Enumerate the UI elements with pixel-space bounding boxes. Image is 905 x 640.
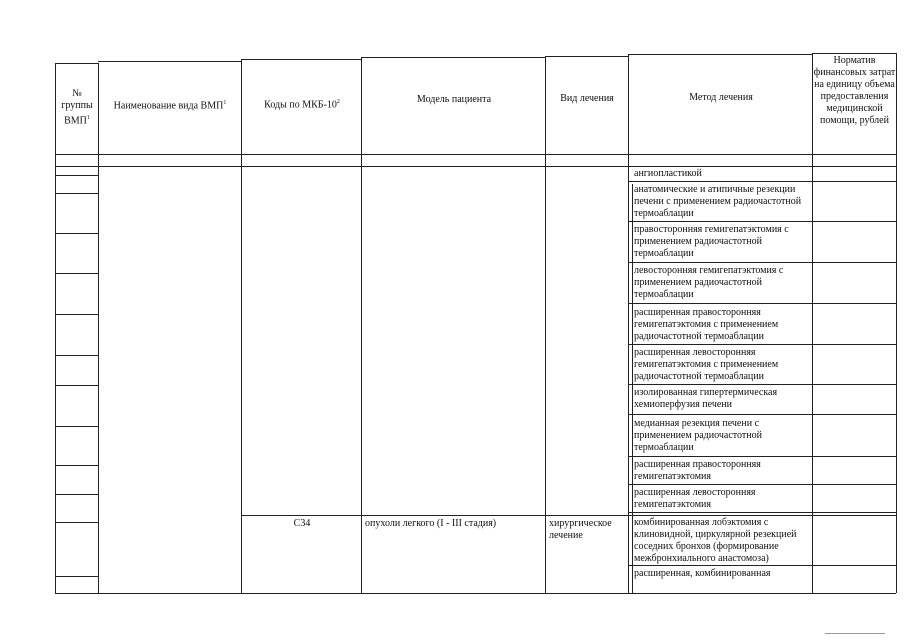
table-border-top: [545, 56, 628, 57]
row-separator: [55, 193, 98, 194]
row-separator: [628, 512, 896, 513]
header-vmp-name: Наименование вида ВМП$^1$: [113, 100, 227, 112]
header-group-number: № группы ВМП$^1$: [61, 88, 93, 127]
method-text: изолированная гипертермическая хемиоперфузия печени: [634, 387, 778, 410]
row-separator: [55, 522, 98, 523]
table-border-top: [812, 53, 896, 54]
method-text: комбинированная лобэктомия с клиновидной, циркулярной резекцией соседних бронхов (формирование межбронхиального анастомоза): [634, 517, 797, 564]
row-separator: [628, 262, 896, 263]
row-separator: [55, 385, 98, 386]
row-separator-c34: [241, 515, 896, 516]
row-separator: [55, 355, 98, 356]
header-bottom-line: [55, 154, 896, 155]
row-separator: [55, 465, 98, 466]
icd-code-c34: C34: [293, 518, 311, 529]
column-divider-1: [98, 63, 99, 593]
row-separator: [55, 494, 98, 495]
patient-model-c34: опухоли легкого (I - III стадия): [365, 518, 497, 529]
row-separator: [55, 175, 98, 176]
method-text: ангиопластикой: [634, 168, 702, 179]
header-patient-model: Модель пациента: [416, 94, 492, 105]
row-separator: [628, 414, 896, 415]
row-separator: [628, 181, 896, 182]
method-text: расширенная левосторонняя гемигепатэктомия с применением радиочастотной термоаблации: [634, 347, 779, 382]
row-separator: [628, 221, 896, 222]
table-border-top: [98, 61, 241, 62]
column-divider-3: [361, 58, 362, 593]
table-border-top: [628, 54, 812, 55]
column-divider-4: [545, 57, 546, 593]
row-separator: [628, 565, 896, 566]
header-treatment-type: Вид лечения: [560, 93, 614, 104]
table-border-right: [896, 53, 897, 593]
treatment-type-c34: хирургическое лечение: [549, 518, 612, 541]
row-separator: [55, 314, 98, 315]
row-separator: [628, 456, 896, 457]
column-divider-2: [241, 60, 242, 593]
row-separator: [628, 384, 896, 385]
table-border-bottom: [55, 593, 896, 594]
method-text: расширенная правосторонняя гемигепатэктомия с применением радиочастотной термоаблации: [634, 307, 779, 342]
method-text: расширенная левосторонняя гемигепатэктомия: [634, 487, 756, 510]
header-icd-codes: Коды по МКБ-$10^2$: [264, 99, 340, 111]
table-border-top: [55, 63, 98, 64]
method-text: расширенная, комбинированная: [634, 568, 771, 579]
table-border-top: [241, 59, 361, 60]
scan-artifact: [825, 633, 885, 634]
row-separator: [55, 273, 98, 274]
header-treatment-method: Метод лечения: [689, 92, 753, 103]
method-text: расширенная правосторонняя гемигепатэктомия: [634, 459, 761, 482]
empty-row-line: [55, 166, 896, 167]
row-separator: [628, 303, 896, 304]
row-separator: [55, 576, 98, 577]
table-border-top: [361, 57, 545, 58]
row-separator: [55, 426, 98, 427]
row-separator: [55, 233, 98, 234]
method-text: медианная резекция печени с применением радиочастотной термоаблации: [634, 418, 762, 453]
method-inner-line: [632, 184, 633, 593]
row-separator: [628, 344, 896, 345]
header-financial-norm: Норматив финансовых затрат на единицу объема предоставления медицинской помощи, рублей: [813, 55, 896, 126]
method-text: анатомические и атипичные резекции печени с применением радиочастотной термоаблации: [634, 184, 802, 219]
row-separator: [628, 484, 896, 485]
method-text: левосторонняя гемигепатэктомия с применением радиочастотной термоаблации: [634, 265, 784, 300]
method-text: правосторонняя гемигепатэктомия с применением радиочастотной термоаблации: [634, 224, 789, 259]
table-border-left: [55, 63, 56, 593]
